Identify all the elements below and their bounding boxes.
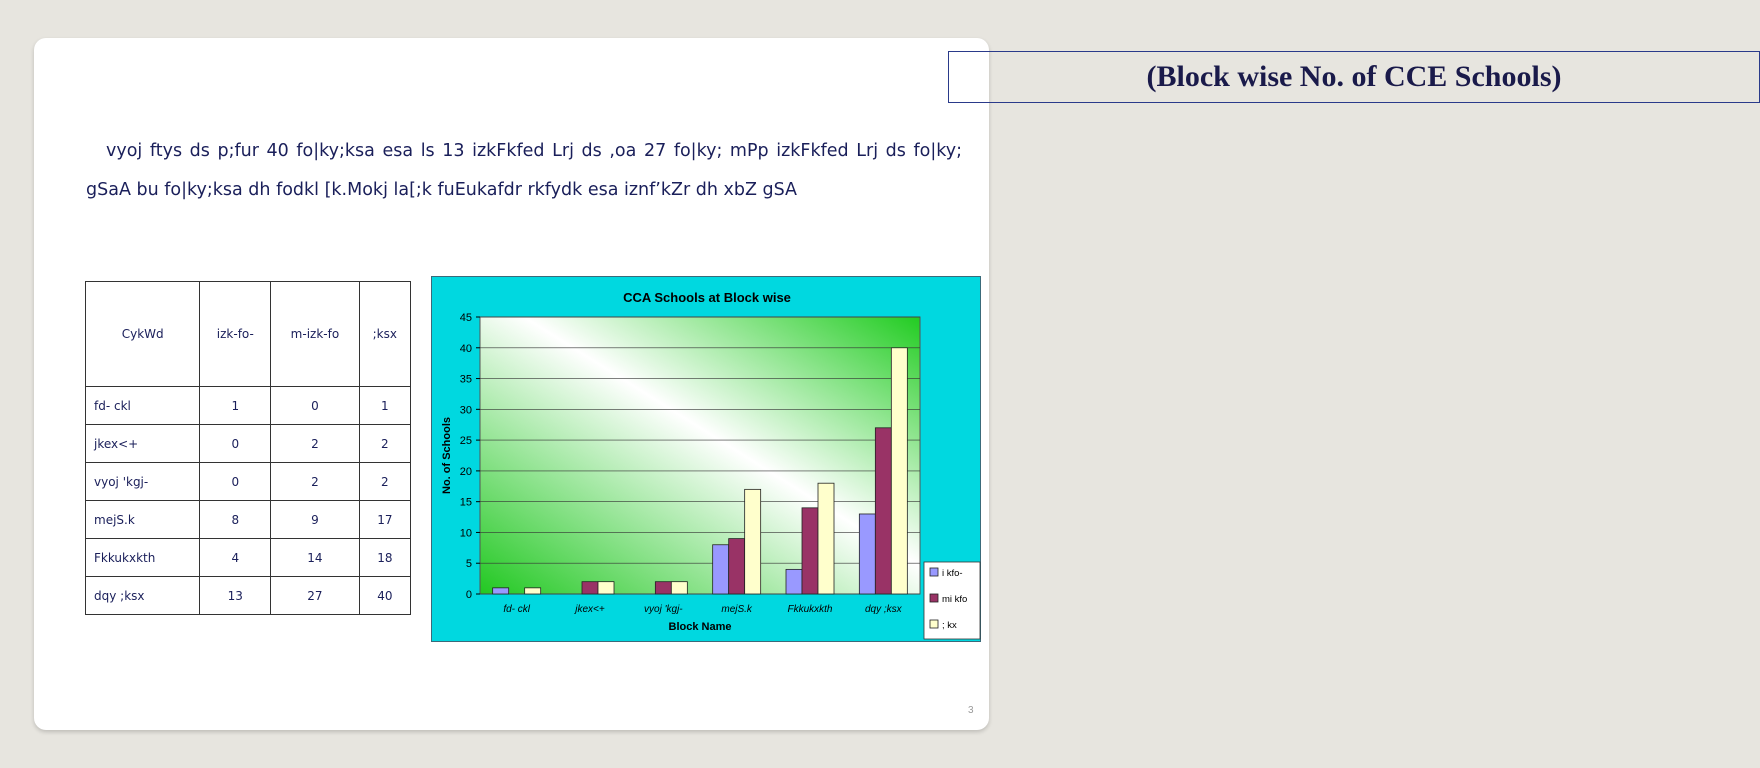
legend-label: i kfo- bbox=[942, 568, 963, 579]
table-cell: 18 bbox=[359, 539, 410, 577]
y-tick-label: 5 bbox=[465, 558, 472, 571]
table-cell: 2 bbox=[271, 463, 359, 501]
y-tick-label: 40 bbox=[459, 342, 472, 355]
table-row bbox=[86, 463, 411, 501]
slide-title: (Block wise No. of CCE Schools) bbox=[948, 51, 1760, 103]
table-cell: 2 bbox=[359, 425, 410, 463]
x-tick-label: Fkkukxkth bbox=[787, 604, 833, 615]
bar-3 bbox=[525, 588, 541, 594]
x-tick-label: vyoj 'kgj- bbox=[644, 604, 683, 615]
table-cell: fd- ckl bbox=[86, 387, 200, 425]
bar-3 bbox=[598, 582, 614, 594]
table-header-cell: izk-fo- bbox=[200, 282, 271, 387]
bar-3 bbox=[891, 348, 907, 594]
block-table bbox=[85, 281, 411, 615]
x-tick-label: jkex<+ bbox=[575, 604, 605, 615]
x-axis-label: Block Name bbox=[668, 621, 732, 633]
table-cell: 27 bbox=[271, 577, 359, 615]
plot-area bbox=[480, 317, 920, 594]
legend-label: mi kfo bbox=[942, 594, 968, 605]
table-row bbox=[86, 539, 411, 577]
table-cell: 2 bbox=[271, 425, 359, 463]
table-cell: 1 bbox=[200, 387, 271, 425]
bar-1 bbox=[493, 588, 509, 594]
table-cell: mejS.k bbox=[86, 501, 200, 539]
bar-2 bbox=[655, 582, 671, 594]
chart-container bbox=[431, 276, 981, 642]
x-tick-label: mejS.k bbox=[721, 604, 752, 615]
bar-2 bbox=[875, 428, 891, 594]
y-tick-label: 35 bbox=[459, 373, 472, 386]
y-tick-label: 10 bbox=[459, 527, 472, 540]
bar-3 bbox=[818, 483, 834, 594]
table-row bbox=[86, 577, 411, 615]
legend-swatch bbox=[930, 568, 938, 576]
legend-swatch bbox=[930, 594, 938, 602]
table-row bbox=[86, 501, 411, 539]
y-tick-label: 15 bbox=[459, 496, 472, 509]
page-number: 3 bbox=[968, 705, 974, 716]
y-axis-label: No. of Schools bbox=[441, 417, 453, 494]
table-header-row bbox=[86, 282, 411, 387]
table-cell: 14 bbox=[271, 539, 359, 577]
bar-3 bbox=[745, 489, 761, 594]
bar-3 bbox=[671, 582, 687, 594]
table-cell: 17 bbox=[359, 501, 410, 539]
x-tick-label: dqy ;ksx bbox=[864, 604, 902, 615]
table-cell: vyoj 'kgj- bbox=[86, 463, 200, 501]
chart-title: CCA Schools at Block wise bbox=[623, 290, 791, 305]
table-header-cell: CykWd bbox=[86, 282, 200, 387]
table-cell: Fkkukxkth bbox=[86, 539, 200, 577]
table-cell: 4 bbox=[200, 539, 271, 577]
table-cell: 9 bbox=[271, 501, 359, 539]
y-tick-label: 30 bbox=[459, 404, 472, 417]
legend-swatch bbox=[930, 620, 938, 628]
y-tick-label: 0 bbox=[465, 589, 472, 601]
table-cell: 40 bbox=[359, 577, 410, 615]
legend-label: ; kx bbox=[942, 620, 957, 631]
table-cell: 2 bbox=[359, 463, 410, 501]
y-tick-label: 45 bbox=[459, 312, 472, 324]
table-cell: jkex<+ bbox=[86, 425, 200, 463]
table-row bbox=[86, 387, 411, 425]
y-tick-label: 20 bbox=[459, 465, 472, 478]
bar-1 bbox=[859, 514, 875, 594]
bar-2 bbox=[729, 539, 745, 594]
bar-2 bbox=[802, 508, 818, 594]
bar-2 bbox=[582, 582, 598, 594]
table-header-cell: ;ksx bbox=[359, 282, 410, 387]
table-row bbox=[86, 425, 411, 463]
table-cell: dqy ;ksx bbox=[86, 577, 200, 615]
table-cell: 1 bbox=[359, 387, 410, 425]
y-tick-label: 25 bbox=[459, 435, 472, 448]
bar-chart bbox=[432, 277, 980, 641]
table-cell: 0 bbox=[200, 463, 271, 501]
table-cell: 0 bbox=[271, 387, 359, 425]
table-cell: 13 bbox=[200, 577, 271, 615]
slide-paragraph: vyoj ftys ds p;fur 40 fo|ky;ksa esa ls 13 izkFkfed Lrj ds ,oa 27 fo|ky; mPp izkFkfed Lrj ds fo|ky; gSaA bu fo|ky;ksa dh fodkl [k.Mokj la[;k fuEukafdr rkfydk esa iznf’kZr dh xbZ gSA bbox=[86, 141, 962, 200]
table-cell: 8 bbox=[200, 501, 271, 539]
bar-1 bbox=[713, 545, 729, 594]
table-cell: 0 bbox=[200, 425, 271, 463]
x-tick-label: fd- ckl bbox=[503, 604, 531, 615]
bar-1 bbox=[786, 569, 802, 594]
table-header-cell: m-izk-fo bbox=[271, 282, 359, 387]
